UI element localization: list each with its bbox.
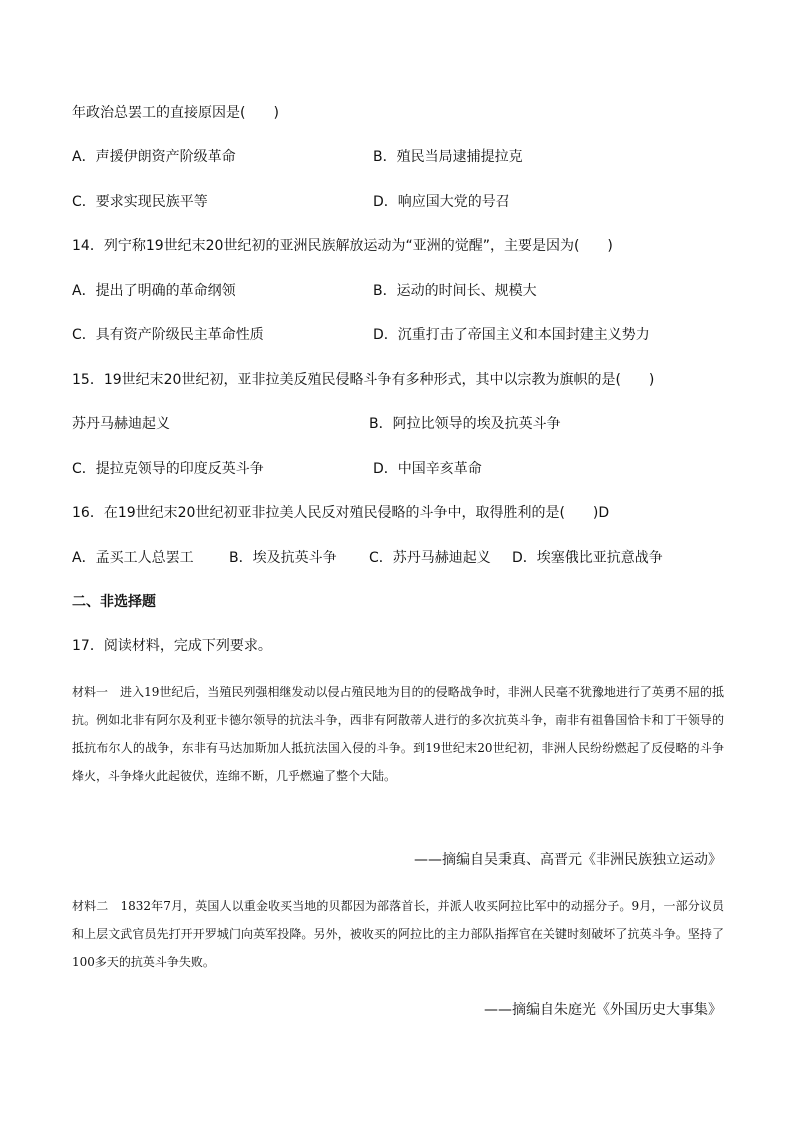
q16-option-c: C．苏丹马赫迪起义 — [369, 550, 491, 566]
question-14-stem: 14．列宁称19世纪末20世纪初的亚洲民族解放运动为“亚洲的觉醒”，主要是因为( ) — [72, 238, 613, 254]
q14-option-b: B．运动的时间长、规模大 — [373, 283, 537, 299]
question-16-stem: 16．在19世纪末20世纪初亚非拉美人民反对殖民侵略的斗争中，取得胜利的是( )D — [72, 505, 610, 521]
q13-option-d: D．响应国大党的号召 — [373, 194, 510, 210]
material-one: 材料一 进入19世纪后，当殖民列强相继发动以侵占殖民地为目的的侵略战争时，非洲人民毫不犹豫地进行了英勇不屈的抵抗。例如北非有阿尔及利亚卡德尔领导的抗法斗争，西非有阿散蒂人进行的多次抗英斗争，南非有祖鲁国恰卡和丁干领导的抵抗布尔人的战争，东非有马达加斯加人抵抗法国入侵的斗争。到19世纪末20世纪初，非洲人民纷纷燃起了反侵略的斗争烽火，斗争烽火此起彼伏，连绵不断，几乎燃遍了整个大陆。 — [72, 685, 724, 783]
material-two-source: ——摘编自朱庭光《外国历史大事集》 — [484, 1002, 722, 1018]
q15-option-b: B．阿拉比领导的埃及抗英斗争 — [369, 416, 561, 432]
q15-option-a: 苏丹马赫迪起义 — [72, 416, 170, 432]
q13-option-b: B．殖民当局逮捕提拉克 — [373, 149, 523, 165]
q13-option-a: A．声援伊朗资产阶级革命 — [72, 149, 236, 165]
q13-option-c: C．要求实现民族平等 — [72, 194, 208, 210]
q15-option-d: D．中国辛亥革命 — [373, 461, 482, 477]
question-17-stem: 17．阅读材料，完成下列要求。 — [72, 638, 272, 654]
q16-option-a: A．孟买工人总罢工 — [72, 550, 194, 566]
material-two: 材料二 1832年7月，英国人以重金收买当地的贝都因为部落首长，并派人收买阿拉比军中的动摇分子。9月，一部分议员和上层文武官员先打开开罗城门向英军投降。另外，被收买的阿拉比的主力部队指挥官在关键时刻破坏了抗英斗争。坚持了100多天的抗英斗争失败。 — [72, 899, 724, 969]
question-15-stem: 15．19世纪末20世纪初，亚非拉美反殖民侵略斗争有多种形式，其中以宗教为旗帜的是( ) — [72, 372, 655, 388]
material-one-source: ——摘编自吴秉真、高晋元《非洲民族独立运动》 — [414, 852, 722, 868]
q16-option-b: B．埃及抗英斗争 — [229, 550, 337, 566]
q14-option-a: A．提出了明确的革命纲领 — [72, 283, 236, 299]
q16-option-d: D．埃塞俄比亚抗意战争 — [512, 550, 663, 566]
q14-option-d: D．沉重打击了帝国主义和本国封建主义势力 — [373, 327, 650, 343]
section-title: 二、非选择题 — [72, 594, 156, 610]
question-13-stem: 年政治总罢工的直接原因是( ) — [72, 105, 279, 121]
q15-option-c: C．提拉克领导的印度反英斗争 — [72, 461, 264, 477]
q14-option-c: C．具有资产阶级民主革命性质 — [72, 327, 264, 343]
